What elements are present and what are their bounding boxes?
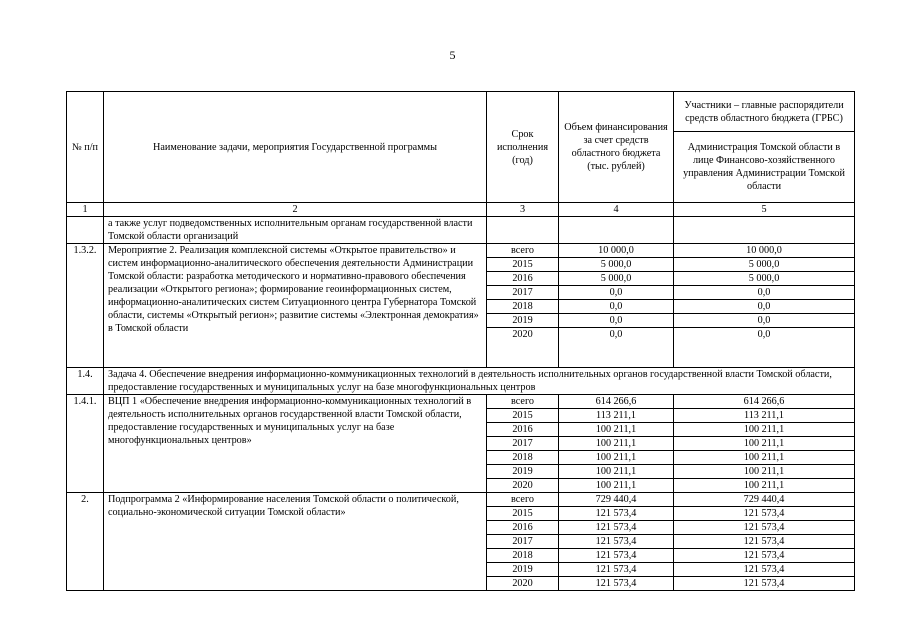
column-number: 2: [104, 203, 487, 217]
budget-cell: 121 573,4: [559, 563, 674, 577]
column-number: 4: [559, 203, 674, 217]
grbs-cell: 0,0: [674, 328, 855, 368]
grbs-cell: 0,0: [674, 286, 855, 300]
header-term: Срок исполнения (год): [487, 92, 559, 203]
year-cell: 2016: [487, 423, 559, 437]
grbs-cell: 113 211,1: [674, 409, 855, 423]
year-cell: 2016: [487, 521, 559, 535]
year-cell: 2019: [487, 563, 559, 577]
header-grbs-top: Участники – главные распорядители средств областного бюджета (ГРБС): [674, 92, 855, 132]
budget-cell: 100 211,1: [559, 479, 674, 493]
program-table: [66, 91, 855, 591]
table-row: [67, 395, 855, 409]
budget-cell: 100 211,1: [559, 437, 674, 451]
year-cell: 2018: [487, 549, 559, 563]
year-cell: 2018: [487, 451, 559, 465]
grbs-cell: 0,0: [674, 300, 855, 314]
year-cell: 2017: [487, 535, 559, 549]
budget-cell: 0,0: [559, 314, 674, 328]
grbs-cell: 10 000,0: [674, 244, 855, 258]
year-cell: 2017: [487, 437, 559, 451]
row-id: 2.: [67, 493, 104, 591]
budget-cell: 729 440,4: [559, 493, 674, 507]
grbs-cell: 121 573,4: [674, 535, 855, 549]
grbs-cell: 121 573,4: [674, 507, 855, 521]
grbs-cell: 100 211,1: [674, 451, 855, 465]
budget-cell: 121 573,4: [559, 549, 674, 563]
grbs-cell: 100 211,1: [674, 437, 855, 451]
year-cell: 2020: [487, 479, 559, 493]
column-number: 5: [674, 203, 855, 217]
budget-cell: 121 573,4: [559, 521, 674, 535]
year-cell: 2017: [487, 286, 559, 300]
header-budget: Объем финансирования за счет средств областного бюджета (тыс. рублей): [559, 92, 674, 203]
year-cell: 2018: [487, 300, 559, 314]
budget-cell: 0,0: [559, 300, 674, 314]
year-cell: 2019: [487, 314, 559, 328]
table-row: [67, 244, 855, 258]
budget-cell: 121 573,4: [559, 535, 674, 549]
budget-cell: 614 266,6: [559, 395, 674, 409]
grbs-cell: 614 266,6: [674, 395, 855, 409]
row-name: ВЦП 1 «Обеспечение внедрения информационно-коммуникационных технологий в деятельность исполнительных органов государственной власти Томской области, предоставление государственных и муниципальных услуг на базе многофункциональных центров»: [104, 395, 487, 493]
row-id: 1.4.1.: [67, 395, 104, 493]
row-name: Мероприятие 2. Реализация комплексной системы «Открытое правительство» и систем информационно-аналитического обеспечения деятельности Администрации Томской области: разработка методического и нормативно-правового обеспечения реализации «Открытого региона»; формирование геоинформационных систем, информационно-аналитических систем Ситуационного центра Губернатора Томской области, системы «Открытый регион»; развитие системы «Электронная демократия» в Томской области: [104, 244, 487, 368]
table-row: [67, 493, 855, 507]
budget-cell: 100 211,1: [559, 451, 674, 465]
budget-cell: 113 211,1: [559, 409, 674, 423]
task-row: [67, 368, 855, 395]
budget-cell: 5 000,0: [559, 272, 674, 286]
year-cell: 2015: [487, 507, 559, 521]
column-numbers-row: [67, 203, 855, 217]
task-text: Задача 4. Обеспечение внедрения информационно-коммуникационных технологий в деятельность исполнительных органов государственной власти Томской области, предоставление государственных и муниципальных услуг на базе многофункциональных центров: [104, 368, 855, 395]
year-cell: 2015: [487, 258, 559, 272]
year-cell: всего: [487, 493, 559, 507]
row-id: 1.3.2.: [67, 244, 104, 368]
header-grbs-bottom: Администрация Томской области в лице Финансово-хозяйственного управления Администрации Томской области: [674, 132, 855, 203]
year-cell: 2020: [487, 328, 559, 368]
column-number: 1: [67, 203, 104, 217]
budget-cell: 10 000,0: [559, 244, 674, 258]
budget-cell: 100 211,1: [559, 465, 674, 479]
year-cell: всего: [487, 395, 559, 409]
year-cell: 2016: [487, 272, 559, 286]
budget-cell: 100 211,1: [559, 423, 674, 437]
grbs-cell: 100 211,1: [674, 465, 855, 479]
row-id: 1.4.: [67, 368, 104, 395]
grbs-cell: 0,0: [674, 314, 855, 328]
row-name: Подпрограмма 2 «Информирование населения Томской области о политической, социально-экономической ситуации Томской области»: [104, 493, 487, 591]
budget-cell: 0,0: [559, 328, 674, 368]
year-cell: 2015: [487, 409, 559, 423]
grbs-cell: 100 211,1: [674, 423, 855, 437]
header-row: [67, 92, 855, 132]
grbs-cell: 121 573,4: [674, 577, 855, 591]
continuation-row: [67, 217, 855, 244]
page-number: 5: [449, 48, 456, 62]
year-cell: 2020: [487, 577, 559, 591]
grbs-cell: 100 211,1: [674, 479, 855, 493]
column-number: 3: [487, 203, 559, 217]
grbs-cell: 121 573,4: [674, 521, 855, 535]
grbs-cell: 729 440,4: [674, 493, 855, 507]
header-num: № п/п: [67, 92, 104, 203]
grbs-cell: 5 000,0: [674, 272, 855, 286]
continuation-text: а также услуг подведомственных исполнительным органам государственной власти Томской области организаций: [104, 217, 487, 244]
header-name: Наименование задачи, мероприятия Государственной программы: [104, 92, 487, 203]
year-cell: всего: [487, 244, 559, 258]
budget-cell: 121 573,4: [559, 507, 674, 521]
grbs-cell: 5 000,0: [674, 258, 855, 272]
budget-cell: 0,0: [559, 286, 674, 300]
grbs-cell: 121 573,4: [674, 563, 855, 577]
year-cell: 2019: [487, 465, 559, 479]
budget-cell: 5 000,0: [559, 258, 674, 272]
grbs-cell: 121 573,4: [674, 549, 855, 563]
budget-cell: 121 573,4: [559, 577, 674, 591]
